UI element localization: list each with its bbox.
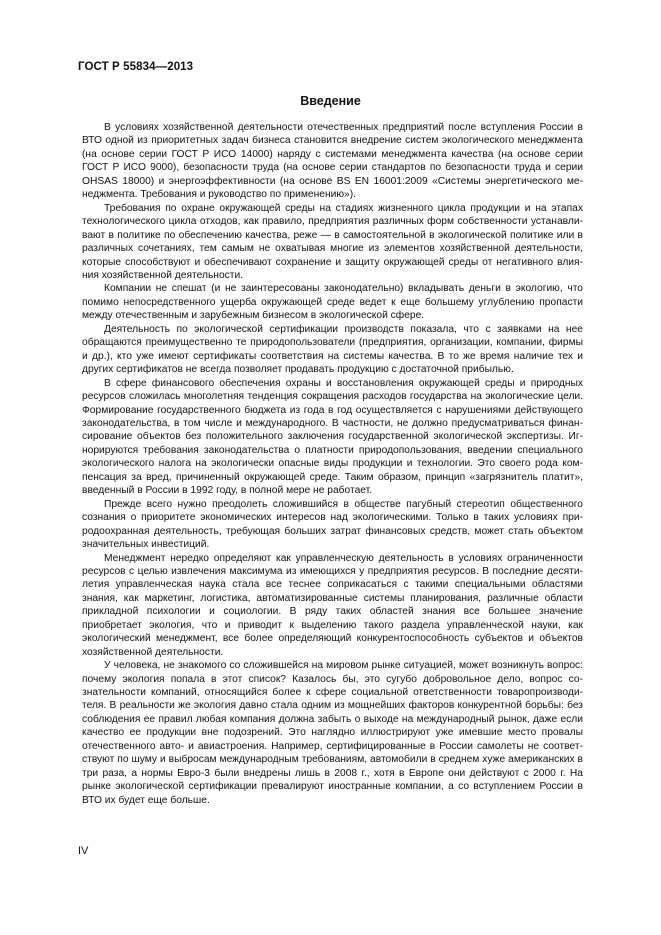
paragraph-6: Прежде всего нужно преодолеть сложившийся в обществе пагубный стереотип общественного сознания о приоритете экономических интересов над экологическими. Только в таких условиях природоохранная деятельность, требующая больших затрат финансовых средств, может стать объектом значительных инвестиций. (82, 498, 583, 551)
section-title: Введение (300, 94, 361, 108)
paragraph-2: Требования по охране окружающей среды на стадиях жизненного цикла продукции и на этапах технологического цикла отходов, как правило, предприятия различных форм собственности устанавливают в политике по обеспечению качества, реже — в самостоятельной в экологической политике или в различных сочетаниях, тем самым не охватывая многие из элементов хозяйственной деятельности, которые способствуют и обеспечивают сохранение и защиту окружающей среды от негативного влияния хозяйственной деятельности. (82, 202, 583, 281)
standard-header: ГОСТ Р 55834—2013 (78, 61, 194, 73)
paragraph-3: Компании не спешат (и не заинтересованы законодательно) вкладывать деньги в экологию, что помимо непосредственного ущерба окружающей среде ведет к еще большему углублению пропасти между отечественным и зарубежным бизнесом в экологической сфере. (82, 283, 583, 322)
paragraph-5: В сфере финансового обеспечения охраны и восстановления окружающей среды и природных ресурсов сложилась многолетняя тенденция сокращения расходов государства на экологические цели. Формирование государственного бюджета из года в год осуществляется с нарушениями действующего законодательства, в том числе и международного. В частности, не должно предусматриваться финансирование объектов без положительного заключения государственной экологической экспертизы. Игнорируются требования законодательства о платности природопользования, введении специального экологического налога на экологически опасные виды продукции и технологии. Это своего рода компенсация за вред, причиненный окружающей среде. Таким образом, принцип «загрязнитель платит», введенный в России в 1992 году, в полной мере не работает. (82, 377, 583, 497)
document-body (82, 121, 583, 807)
paragraph-7: Менеджмент нередко определяют как управленческую деятельность в условиях ограниченности ресурсов с целью извлечения максимума из имеющихся у предприятия ресурсов. В последние десятилетия управленческая наука стала все теснее соприкасаться с такими специальными областями знания, как маркетинг, логистика, автоматизированные системы планирования, различные области прикладной психологии и социологии. В ряду таких областей знания все большее значение приобретает экология, что и приводит к выделению такого раздела управленческой науки, как экологический менеджмент, все более определяющий конкурентоспособность субъектов и объектов хозяйственной деятельности. (82, 552, 583, 658)
page-number: IV (78, 845, 89, 857)
paragraph-1: В условиях хозяйственной деятельности отечественных предприятий после вступления России в ВТО одной из приоритетных задач бизнеса становится внедрение систем экологического менеджмента (на основе серии ГОСТ Р ИСО 14000) наряду с системами менеджмента качества (на основе серии ГОСТ Р ИСО 9000), безопасности труда (на основе серии стандартов по безопасности труда и серии OHSAS 18000) и энергоэффективности (на основе BS EN 16001:2009 «Системы энергетического менеджмента. Требования и руководство по применению»). (82, 122, 583, 201)
paragraph-4: Деятельность по экологической сертификации производств показала, что с заявками на нее обращаются преимущественно те природопользователи (предприятия, организации, компании, фирмы и др.), кто уже имеют сертификаты соответствия на системы качества. В то же время наличие тех и других сертификатов не всегда позволяет продавать продукцию с достаточной прибылью. (82, 323, 583, 376)
paragraph-8: У человека, не знакомого со сложившейся на мировом рынке ситуацией, может возникнуть вопрос: почему экология попала в этот список? Казалось бы, это сугубо добровольное дело, вопрос сознательности компаний, относящийся более к сфере социальной ответственности товаропроизводителя. В реальности же экология давно стала одним из мощнейших факторов конкурентной борьбы: без соблюдения ее правил любая компания должна забыть о выходе на международный рынок, даже если качество ее продукции вне подозрений. Это наглядно иллюстрируют уже имевшие место провалы отечественного авто- и авиастроения. Например, сертифицированные в России самолеты не соответствуют по шуму и выбросам международным требованиям, автомобили в среднем хуже американских в три раза, а нормы Евро-3 были внедрены лишь в 2008 г., хотя в Европе они действуют с 2000 г. На рынке экологической сертификации превалируют иностранные компании, а со вступлением России в ВТО их будет еще больше. (82, 660, 583, 806)
